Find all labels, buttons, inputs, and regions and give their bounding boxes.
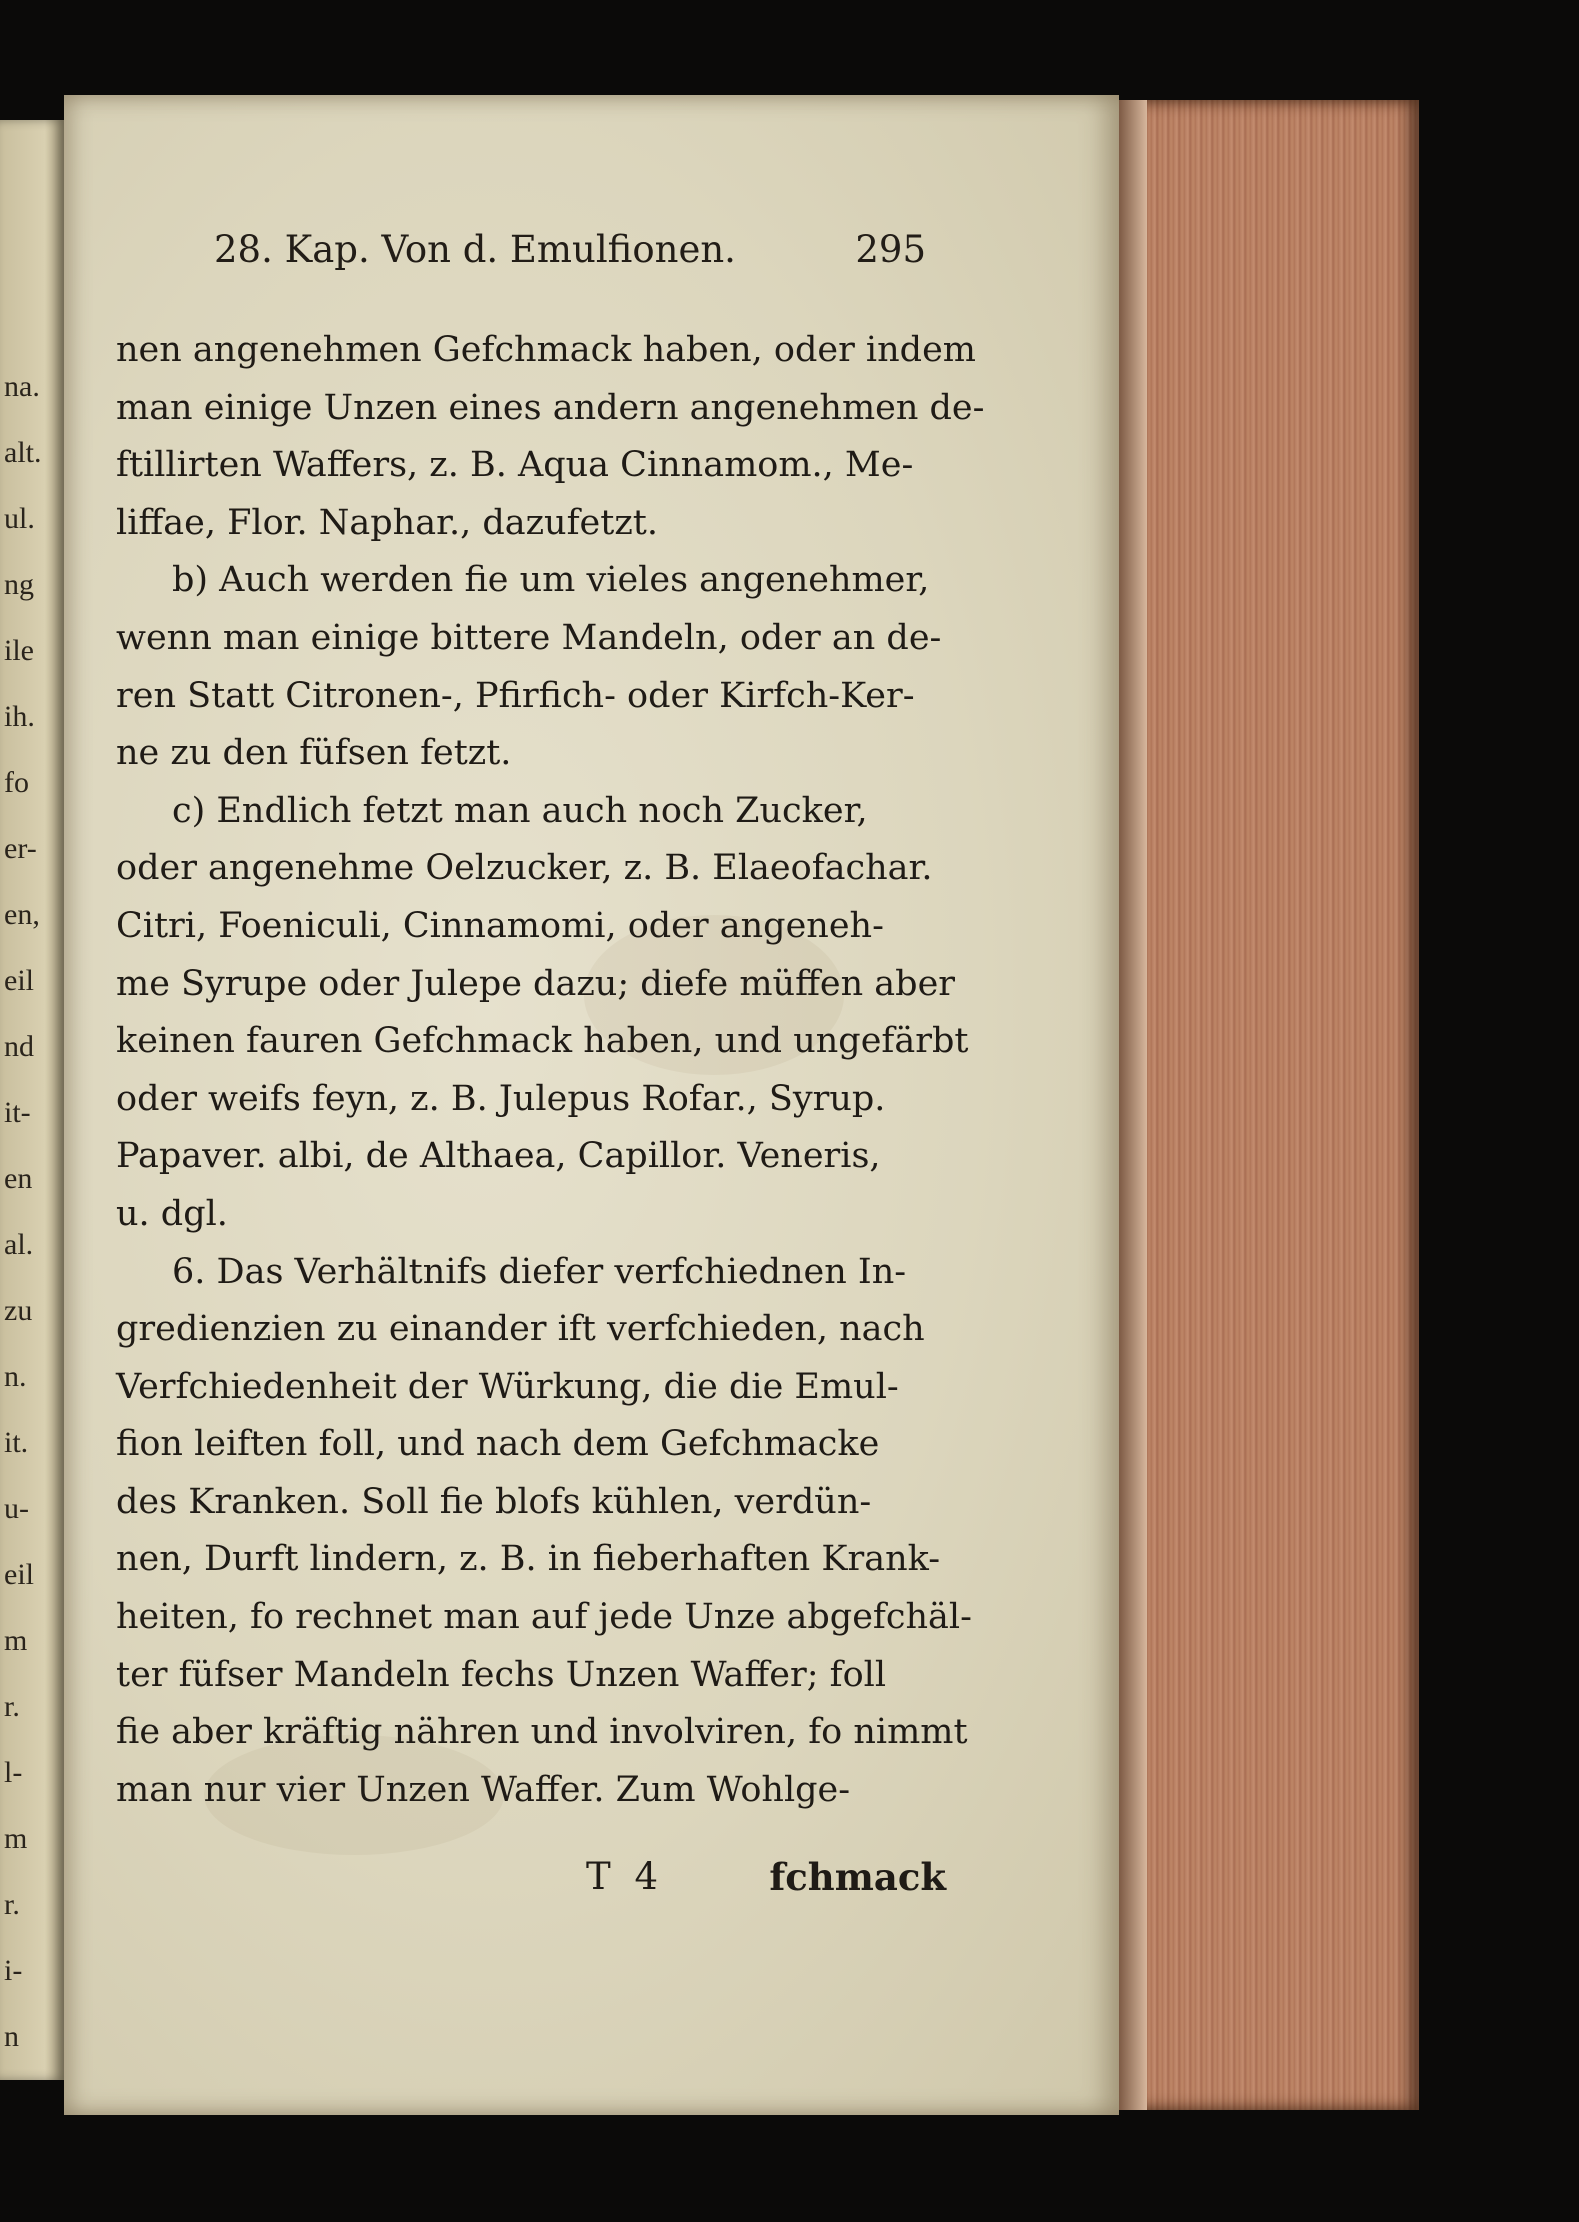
catchword: fchmack <box>769 1855 946 1899</box>
text-line: u. dgl. <box>116 1193 228 1234</box>
facing-page-fragment: ih. <box>4 700 35 733</box>
facing-page-fragment: r. <box>4 1888 20 1921</box>
facing-page-fragment: fo <box>4 766 29 799</box>
text-line: des Kranken. Soll fie blofs kühlen, verdün- <box>116 1481 872 1522</box>
facing-page-fragment: nd <box>4 1030 34 1063</box>
facing-page-fragment: na. <box>4 370 40 403</box>
text-line: Citri, Foeniculi, Cinnamomi, oder angeneh- <box>116 905 884 946</box>
page-edge-highlight <box>1119 100 1147 2110</box>
text-line: ftillirten Waffers, z. B. Aqua Cinnamom., Me- <box>116 445 914 486</box>
text-line: Papaver. albi, de Althaea, Capillor. Veneris, <box>116 1136 881 1177</box>
text-line: ne zu den füfsen fetzt. <box>116 733 512 774</box>
facing-page-sliver <box>0 120 64 2080</box>
facing-page-fragment: l- <box>4 1756 23 1789</box>
text-line: oder weifs feyn, z. B. Julepus Rofar., Syrup. <box>116 1078 886 1119</box>
facing-page-fragment: u- <box>4 1492 29 1525</box>
body-text <box>116 322 985 1819</box>
text-line: fion leiften foll, und nach dem Gefchmacke <box>116 1424 880 1465</box>
facing-page-fragment: n <box>4 2020 19 2053</box>
page-number: 295 <box>855 228 926 271</box>
text-line: oder angenehme Oelzucker, z. B. Elaeofachar. <box>116 848 933 889</box>
page-footer <box>116 1855 946 1915</box>
facing-page-fragment: m <box>4 1822 28 1855</box>
signature-mark: T 4 <box>586 1855 664 1898</box>
facing-page-fragment: ng <box>4 568 34 601</box>
facing-page-fragment: alt. <box>4 436 42 469</box>
text-line: ren Statt Citronen-, Pfirfich- oder Kirfch-Ker- <box>116 675 915 716</box>
text-line: c) Endlich fetzt man auch noch Zucker, <box>172 790 868 831</box>
text-line: me Syrupe oder Julepe dazu; diefe müffen aber <box>116 963 956 1004</box>
text-line: heiten, fo rechnet man auf jede Unze abgefchäl- <box>116 1597 972 1638</box>
text-line: man einige Unzen eines andern angenehmen de- <box>116 387 985 428</box>
text-line: liffae, Flor. Naphar., dazufetzt. <box>116 502 658 543</box>
text-line: 6. Das Verhältnifs diefer verfchiednen In- <box>172 1251 907 1292</box>
facing-page-fragment: eil <box>4 964 34 997</box>
facing-page-fragment: r. <box>4 1690 20 1723</box>
text-line: nen, Durft lindern, z. B. in fieberhaften Krank- <box>116 1539 941 1580</box>
running-header <box>214 228 926 288</box>
facing-page-fragment: it. <box>4 1426 29 1459</box>
page-block-edge <box>1119 100 1419 2110</box>
facing-page-fragment: en, <box>4 898 40 931</box>
facing-page-fragment: en <box>4 1162 33 1195</box>
text-line: nen angenehmen Gefchmack haben, oder indem <box>116 330 976 370</box>
facing-page-fragment: n. <box>4 1360 27 1393</box>
text-line: fie aber kräftig nähren und involviren, fo nimmt <box>116 1712 968 1753</box>
facing-page-fragment: ile <box>4 634 34 667</box>
facing-page-fragment: eil <box>4 1558 34 1591</box>
text-line: wenn man einige bittere Mandeln, oder an de- <box>116 617 942 658</box>
text-line: gredienzien zu einander ift verfchieden, nach <box>116 1309 925 1350</box>
text-line: ter füfser Mandeln fechs Unzen Waffer; foll <box>116 1654 887 1695</box>
facing-page-fragment: i- <box>4 1954 23 1987</box>
facing-page-fragment: it- <box>4 1096 31 1129</box>
running-title: 28. Kap. Von d. Emulfionen. <box>214 228 736 271</box>
text-line: b) Auch werden fie um vieles angenehmer, <box>172 560 930 601</box>
facing-page-fragment: ul. <box>4 502 35 535</box>
text-line: Verfchiedenheit der Würkung, die die Emul- <box>116 1366 899 1407</box>
text-line: keinen fauren Gefchmack haben, und ungefärbt <box>116 1021 969 1062</box>
facing-page-fragment: m <box>4 1624 28 1657</box>
facing-page-fragment: er- <box>4 832 37 865</box>
text-line: man nur vier Unzen Waffer. Zum Wohlge- <box>116 1769 851 1810</box>
facing-page-fragment: zu <box>4 1294 33 1327</box>
facing-page-fragment: al. <box>4 1228 34 1261</box>
